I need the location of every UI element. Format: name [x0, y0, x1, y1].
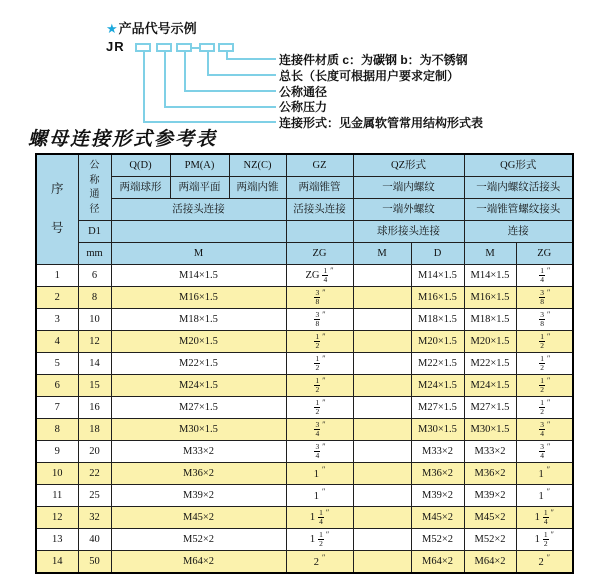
- cell-mm: 15: [78, 375, 111, 397]
- table-row: [36, 397, 573, 419]
- cell-zg-inch: $\frac{3}{4}$ ″: [286, 419, 353, 441]
- label-connection-form: 连接形式：见金属软管常用结构形式表: [279, 116, 484, 130]
- cell-qg-zg: $\frac{3}{8}$ ″: [516, 287, 573, 309]
- example-title-text: 产品代号示例: [118, 21, 197, 36]
- header-q: Q(D): [111, 154, 170, 177]
- cell-qz-m: [353, 507, 411, 529]
- cell-mm: 18: [78, 419, 111, 441]
- cell-qz-m: [353, 331, 411, 353]
- cell-qz-m: [353, 419, 411, 441]
- cell-m-thread: M16×1.5: [111, 287, 286, 309]
- cell-qg-m: M24×1.5: [464, 375, 516, 397]
- cell-seq: 12: [36, 507, 78, 529]
- cell-m-thread: M45×2: [111, 507, 286, 529]
- cell-mm: 12: [78, 331, 111, 353]
- code-separator-dash: [192, 47, 199, 49]
- header-qz-m: M: [353, 243, 411, 265]
- table-row: [36, 353, 573, 375]
- header-qz-connection: 球形接头连接: [353, 221, 464, 243]
- cell-qg-m: M22×1.5: [464, 353, 516, 375]
- cell-zg-inch: 1 ″: [286, 463, 353, 485]
- cell-m-thread: M36×2: [111, 463, 286, 485]
- cell-zg-inch: $\frac{1}{2}$ ″: [286, 353, 353, 375]
- cell-qz-d: M52×2: [411, 529, 464, 551]
- cell-zg-inch: 2 ″: [286, 551, 353, 574]
- cell-qg-m: M16×1.5: [464, 287, 516, 309]
- cell-qz-m: [353, 353, 411, 375]
- table-row: [36, 375, 573, 397]
- table-row: [36, 507, 573, 529]
- cell-qg-m: M27×1.5: [464, 397, 516, 419]
- cell-seq: 3: [36, 309, 78, 331]
- header-m: M: [111, 243, 286, 265]
- header-pm: PM(A): [170, 154, 229, 177]
- cell-m-thread: M27×1.5: [111, 397, 286, 419]
- header-zg: ZG: [286, 243, 353, 265]
- cell-qg-zg: 1 $\frac{1}{4}$ ″: [516, 507, 573, 529]
- table-row: [36, 551, 573, 574]
- header-qg-connection: 连接: [464, 221, 573, 243]
- table-body: [36, 265, 573, 574]
- cell-qz-d: M36×2: [411, 463, 464, 485]
- label-nominal-diameter: 公称通径: [279, 85, 328, 99]
- cell-seq: 6: [36, 375, 78, 397]
- cell-zg-inch: $\frac{1}{2}$ ″: [286, 397, 353, 419]
- cell-qz-m: [353, 529, 411, 551]
- cell-qz-m: [353, 375, 411, 397]
- cell-m-thread: M20×1.5: [111, 331, 286, 353]
- nut-connection-reference-table: [35, 153, 574, 574]
- cell-zg-inch: $\frac{3}{8}$ ″: [286, 309, 353, 331]
- cell-m-thread: M64×2: [111, 551, 286, 574]
- header-seq: 序 号: [36, 154, 78, 265]
- cell-qz-d: M39×2: [411, 485, 464, 507]
- cell-qz-d: M30×1.5: [411, 419, 464, 441]
- cell-qg-zg: 1 ″: [516, 463, 573, 485]
- cell-m-thread: M52×2: [111, 529, 286, 551]
- cell-zg-inch: ZG $\frac{1}{4}$ ″: [286, 265, 353, 287]
- table-row: [36, 419, 573, 441]
- label-total-length: 总长（长度可根据用户要求定制）: [279, 69, 460, 83]
- cell-qz-m: [353, 463, 411, 485]
- header-qg-m: M: [464, 243, 516, 265]
- cell-qg-zg: $\frac{3}{4}$ ″: [516, 419, 573, 441]
- header-union-connection: 活接头连接: [111, 199, 286, 221]
- cell-qg-m: M39×2: [464, 485, 516, 507]
- header-qg-sub1: 一端内螺纹活接头: [464, 177, 573, 199]
- cell-qg-m: M18×1.5: [464, 309, 516, 331]
- cell-mm: 32: [78, 507, 111, 529]
- cell-mm: 10: [78, 309, 111, 331]
- product-code-example-title: [106, 18, 197, 37]
- cell-mm: 6: [78, 265, 111, 287]
- table-row: [36, 331, 573, 353]
- cell-m-thread: M24×1.5: [111, 375, 286, 397]
- cell-seq: 4: [36, 331, 78, 353]
- cell-qg-zg: $\frac{3}{8}$ ″: [516, 309, 573, 331]
- header-gz-sub: 两端锥管: [286, 177, 353, 199]
- cell-seq: 10: [36, 463, 78, 485]
- cell-qg-zg: 1 ″: [516, 485, 573, 507]
- header-d1: D1: [78, 221, 111, 243]
- label-connector-material: 连接件材质 c：为碳钢 b：为不锈钢: [279, 53, 468, 67]
- cell-qg-zg: $\frac{1}{2}$ ″: [516, 353, 573, 375]
- header-qg-zg: ZG: [516, 243, 573, 265]
- cell-zg-inch: $\frac{3}{8}$ ″: [286, 287, 353, 309]
- cell-zg-inch: 1 $\frac{1}{2}$ ″: [286, 529, 353, 551]
- cell-mm: 22: [78, 463, 111, 485]
- cell-m-thread: M18×1.5: [111, 309, 286, 331]
- cell-qg-m: M33×2: [464, 441, 516, 463]
- header-q-sub: 两端球形: [111, 177, 170, 199]
- cell-qz-d: M27×1.5: [411, 397, 464, 419]
- cell-qz-d: M45×2: [411, 507, 464, 529]
- cell-qz-d: M14×1.5: [411, 265, 464, 287]
- header-qz-d: D: [411, 243, 464, 265]
- cell-seq: 13: [36, 529, 78, 551]
- cell-qg-zg: $\frac{1}{4}$ ″: [516, 265, 573, 287]
- cell-qg-zg: $\frac{1}{2}$ ″: [516, 331, 573, 353]
- cell-mm: 25: [78, 485, 111, 507]
- header-blank-left: [111, 221, 286, 243]
- star-icon: ★: [106, 21, 118, 36]
- table-row: [36, 309, 573, 331]
- cell-qg-m: M64×2: [464, 551, 516, 574]
- cell-m-thread: M39×2: [111, 485, 286, 507]
- table-row: [36, 463, 573, 485]
- code-box-1: [135, 43, 151, 52]
- cell-qg-zg: $\frac{1}{2}$ ″: [516, 375, 573, 397]
- table-row: [36, 485, 573, 507]
- code-box-5: [218, 43, 234, 52]
- cell-qz-d: M24×1.5: [411, 375, 464, 397]
- code-box-2: [156, 43, 172, 52]
- cell-qz-d: M20×1.5: [411, 331, 464, 353]
- cell-seq: 7: [36, 397, 78, 419]
- table-row: [36, 441, 573, 463]
- cell-qz-d: M22×1.5: [411, 353, 464, 375]
- leader-line-connection: [143, 52, 276, 123]
- cell-qg-zg: $\frac{3}{4}$ ″: [516, 441, 573, 463]
- header-qz-sub1: 一端内螺纹: [353, 177, 464, 199]
- cell-zg-inch: $\frac{1}{2}$ ″: [286, 375, 353, 397]
- header-qz-sub2: 一端外螺纹: [353, 199, 464, 221]
- table-row: [36, 529, 573, 551]
- cell-mm: 40: [78, 529, 111, 551]
- cell-qz-d: M16×1.5: [411, 287, 464, 309]
- cell-qz-d: M33×2: [411, 441, 464, 463]
- header-qg-sub2: 一端锥管螺纹接头: [464, 199, 573, 221]
- cell-m-thread: M30×1.5: [111, 419, 286, 441]
- cell-seq: 11: [36, 485, 78, 507]
- cell-m-thread: M22×1.5: [111, 353, 286, 375]
- cell-seq: 1: [36, 265, 78, 287]
- cell-qg-m: M45×2: [464, 507, 516, 529]
- cell-qg-m: M52×2: [464, 529, 516, 551]
- cell-qz-m: [353, 397, 411, 419]
- cell-qg-m: M30×1.5: [464, 419, 516, 441]
- table-title: 螺母连接形式参考表: [28, 129, 218, 150]
- header-blank-gz: [286, 221, 353, 243]
- cell-qg-zg: $\frac{1}{2}$ ″: [516, 397, 573, 419]
- cell-qg-m: M20×1.5: [464, 331, 516, 353]
- label-nominal-pressure: 公称压力: [279, 100, 328, 114]
- cell-mm: 50: [78, 551, 111, 574]
- cell-seq: 9: [36, 441, 78, 463]
- cell-m-thread: M14×1.5: [111, 265, 286, 287]
- table-row: [36, 265, 573, 287]
- cell-zg-inch: $\frac{1}{2}$ ″: [286, 331, 353, 353]
- cell-qz-m: [353, 287, 411, 309]
- header-gz-union: 活接头连接: [286, 199, 353, 221]
- cell-zg-inch: $\frac{3}{4}$ ″: [286, 441, 353, 463]
- cell-qz-d: M18×1.5: [411, 309, 464, 331]
- cell-mm: 14: [78, 353, 111, 375]
- code-box-3: [176, 43, 192, 52]
- header-nz-sub: 两端内锥: [229, 177, 286, 199]
- cell-seq: 8: [36, 419, 78, 441]
- cell-qg-zg: 2 ″: [516, 551, 573, 574]
- header-qz-form: QZ形式: [353, 154, 464, 177]
- cell-zg-inch: 1 ″: [286, 485, 353, 507]
- header-gz: GZ: [286, 154, 353, 177]
- cell-qg-m: M36×2: [464, 463, 516, 485]
- cell-qz-m: [353, 309, 411, 331]
- code-prefix: JR: [106, 39, 125, 54]
- cell-qz-m: [353, 265, 411, 287]
- header-pm-sub: 两端平面: [170, 177, 229, 199]
- cell-qg-zg: 1 $\frac{1}{2}$ ″: [516, 529, 573, 551]
- cell-seq: 2: [36, 287, 78, 309]
- header-qg-form: QG形式: [464, 154, 573, 177]
- cell-qz-m: [353, 551, 411, 574]
- header-mm: mm: [78, 243, 111, 265]
- cell-qg-m: M14×1.5: [464, 265, 516, 287]
- table-row: [36, 287, 573, 309]
- cell-qz-m: [353, 485, 411, 507]
- header-nominal-diameter: 公 称 通 径: [78, 154, 111, 221]
- cell-seq: 14: [36, 551, 78, 574]
- header-nz: NZ(C): [229, 154, 286, 177]
- cell-m-thread: M33×2: [111, 441, 286, 463]
- cell-mm: 8: [78, 287, 111, 309]
- code-box-4: [199, 43, 215, 52]
- cell-qz-m: [353, 441, 411, 463]
- cell-seq: 5: [36, 353, 78, 375]
- cell-zg-inch: 1 $\frac{1}{4}$ ″: [286, 507, 353, 529]
- cell-mm: 16: [78, 397, 111, 419]
- cell-mm: 20: [78, 441, 111, 463]
- cell-qz-d: M64×2: [411, 551, 464, 574]
